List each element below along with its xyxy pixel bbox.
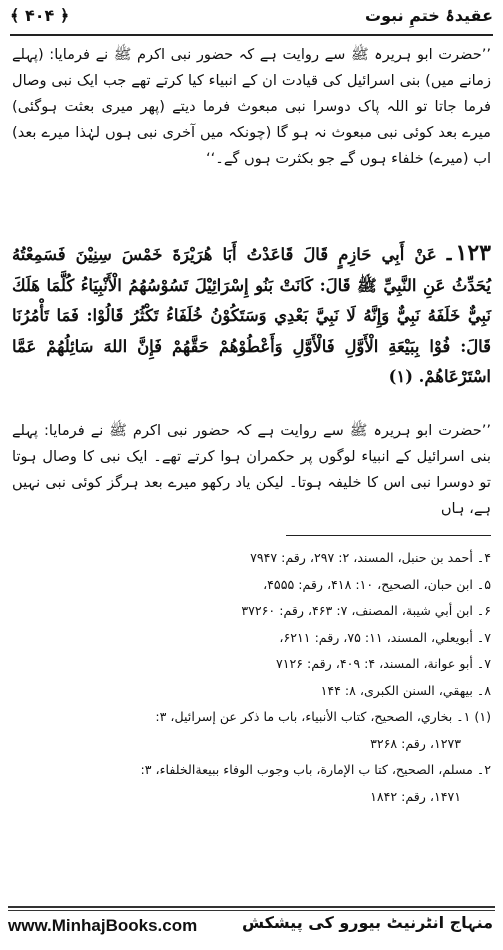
footer-publisher: منہاج انٹرنیٹ بیورو کی پیشکش — [241, 913, 493, 932]
footnote-line: ۲۔ مسلم، الصحیح، كتا ب الإمارة، باب وجوب الوفاء ببیعةالخلفاء، ۳: — [140, 762, 491, 777]
footnote-line: ۶۔ ابن أبي شیبة، المصنف، ۷: ۴۶۳، رقم: ۳۷۲۶۰ — [241, 603, 491, 618]
arabic-hadith-block — [12, 238, 491, 393]
arabic-hadith-text: عَنْ أَبِي حَازِمٍ قَالَ قَاعَدْتُ أَبَا هُرَيْرَةَ خَمْسَ سِنِيْنَ فَسَمِعْتُهُ يُحَدِّثُ عَنِ النَّبِيِّ ﷺ قَالَ: كَانَتْ بَنُو إِسْرَائِيْلَ تَسُوْسُهُمُ الْأَنْبِيَاءُ كُلَّمَا هَلَكَ نَبِيٌّ خَلَفَهُ نَبِيٌّ وَإِنَّهُ لَا نَبِيَّ بَعْدِي وَسَتَكُوْنُ خُلَفَاءُ تَكْثُرُ قَالُوْا: فَمَا تَأْمُرُنَا قَالَ: فُوْا بِبَيْعَةِ الْأَوَّلِ فَالْأَوَّلِ وَأَعْطُوْهُمْ حَقَّهُمْ فَإِنَّ اللهَ سَائِلُهُمْ عَمَّا اسْتَرْعَاهُمْ. (۱) — [12, 245, 491, 386]
urdu-translation-2: ’’حضرت ابو ہریرہ ﷺ سے روایت ہے کہ حضور نبی اکرم ﷺ نے فرمایا: پہلے بنی اسرائیل کے انبیاء لوگوں پر حکمران ہوا کرتے تھے۔ ایک نبی کا وصال ہوتا تو دوسرا نبی اس کا خلیفہ ہوتا۔ لیکن یاد رکھو میرے بعد ہرگز کوئی نبی نہیں ہے، ہاں — [12, 422, 491, 517]
footnote-line: (۱) ۱۔ بخاري، الصحیح، كتاب الأنبیاء، باب ما ذكر عن إسرائیل، ۳: — [155, 709, 491, 724]
header-divider — [10, 34, 493, 36]
footnotes — [12, 545, 491, 810]
footnote-line: ۵۔ ابن حبان، الصحیح، ۱۰: ۴۱۸، رقم: ۴۵۵۵، — [263, 576, 491, 592]
footnote-line: ۱۴۷۱، رقم: ۱۸۴۲ — [370, 788, 461, 804]
footer-divider — [8, 906, 495, 908]
footnote-line: ۱۲۷۳، رقم: ۳۲۶۸ — [370, 735, 461, 751]
hadith-number: ۱۲۳۔ — [442, 240, 491, 266]
footnote-line: ۸۔ بیهقي، السنن الكبری، ۸: ۱۴۴ — [320, 682, 491, 698]
footnote-line: ۷۔ أبویعلي، المسند، ۱۱: ۷۵، رقم: ۶۲۱۱، — [279, 629, 491, 645]
footnote-divider — [286, 535, 491, 536]
footer-divider-thin — [8, 910, 495, 911]
footnote-line: ۴۔ أحمد بن حنبل، المسند، ۲: ۲۹۷، رقم: ۷۹۴۷ — [250, 550, 491, 565]
urdu-translation-1: ’’حضرت ابو ہریرہ ﷺ سے روایت ہے کہ حضور نبی اکرم ﷺ نے فرمایا: (پہلے زمانے میں) بنی اسرائیل کی قیادت ان کے انبیاء کیا کرتے تھے جب ایک نبی وصال فرما جاتا تو اللہ پاک دوسرا نبی مبعوث فرما دیتے (پھر میری بعثت ہوگئی) میرے بعد کوئی نبی مبعوث نہ ہو گا (چونکہ میں آخری نبی ہوں لہٰذا میرے بعد) اب (میرے) خلفاء ہوں گے جو بکثرت ہوں گے۔‘‘ — [12, 46, 491, 167]
running-header — [10, 6, 493, 32]
footnote-line: ۷۔ أبو عوانة، المسند، ۴: ۴۰۹، رقم: ۷۱۲۶ — [275, 656, 491, 671]
header-title: عقیدۂ ختمِ نبوت — [365, 6, 493, 25]
page-number: ﴾ ۴۰۴ ﴿ — [10, 6, 70, 25]
footer-website-link[interactable]: www.MinhajBooks.com — [8, 916, 198, 935]
